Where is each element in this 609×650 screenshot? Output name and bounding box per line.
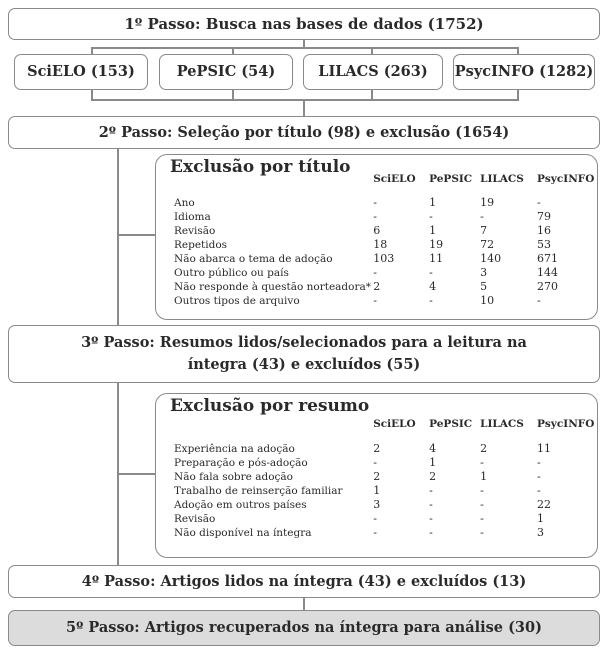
table-row bbox=[174, 280, 597, 294]
column-header: SciELO bbox=[373, 418, 416, 430]
source-box-pepsic bbox=[159, 54, 293, 90]
table-row bbox=[174, 238, 597, 252]
source-box-psycinfo bbox=[453, 54, 595, 90]
cell-value: 2 bbox=[429, 470, 437, 483]
table-header-row bbox=[174, 171, 597, 187]
row-label: Não fala sobre adoção bbox=[174, 471, 293, 483]
row-label: Repetidos bbox=[174, 239, 228, 251]
cell-value: 103 bbox=[373, 252, 395, 265]
cell-value: - bbox=[537, 456, 541, 469]
cell-value: 1 bbox=[373, 484, 381, 497]
source-box-lilacs bbox=[303, 54, 443, 90]
cell-value: 7 bbox=[480, 224, 488, 237]
table-row bbox=[174, 266, 597, 280]
abstract-exclusion-table bbox=[174, 416, 597, 540]
cell-value: - bbox=[537, 484, 541, 497]
cell-value: 19 bbox=[429, 238, 444, 251]
cell-value: 1 bbox=[429, 196, 437, 209]
title-exclusion-table bbox=[174, 171, 597, 308]
step-2-label: 2º Passo: Seleção por título (98) e exclusão (1654) bbox=[98, 124, 510, 141]
cell-value: 1 bbox=[429, 224, 437, 237]
column-header: PePSIC bbox=[429, 173, 473, 185]
cell-value: - bbox=[429, 210, 433, 223]
step-5-box bbox=[8, 610, 600, 646]
cell-value: - bbox=[480, 484, 484, 497]
cell-value: - bbox=[480, 526, 484, 539]
source-label: LILACS (263) bbox=[318, 63, 428, 80]
cell-value: 18 bbox=[373, 238, 388, 251]
cell-value: - bbox=[373, 196, 377, 209]
step-5-label: 5º Passo: Artigos recuperados na íntegra para análise (30) bbox=[66, 619, 542, 636]
row-label: Outro público ou país bbox=[174, 267, 289, 279]
row-label: Não responde à questão norteadora* bbox=[174, 281, 371, 293]
cell-value: - bbox=[429, 484, 433, 497]
cell-value: - bbox=[480, 210, 484, 223]
cell-value: 53 bbox=[537, 238, 551, 251]
row-label: Revisão bbox=[174, 225, 216, 237]
cell-value: - bbox=[373, 512, 377, 525]
column-header: LILACS bbox=[480, 418, 524, 430]
step-4-box bbox=[8, 565, 600, 598]
cell-value: 6 bbox=[373, 224, 381, 237]
cell-value: 79 bbox=[537, 210, 551, 223]
cell-value: 1 bbox=[480, 470, 488, 483]
cell-value: 2 bbox=[373, 470, 381, 483]
step-4-label: 4º Passo: Artigos lidos na íntegra (43) e excluídos (13) bbox=[81, 573, 527, 590]
cell-value: - bbox=[429, 512, 433, 525]
table-row bbox=[174, 442, 597, 456]
step-2-box bbox=[8, 116, 600, 149]
cell-value: - bbox=[429, 294, 433, 307]
cell-value: - bbox=[373, 294, 377, 307]
title-exclusion-heading: Exclusão por título bbox=[170, 157, 351, 177]
connector-line bbox=[117, 473, 155, 475]
cell-value: 72 bbox=[480, 238, 495, 251]
cell-value: - bbox=[373, 526, 377, 539]
cell-value: 2 bbox=[373, 442, 381, 455]
cell-value: 144 bbox=[537, 266, 558, 279]
cell-value: 3 bbox=[373, 498, 381, 511]
cell-value: - bbox=[537, 196, 541, 209]
cell-value: - bbox=[429, 498, 433, 511]
cell-value: 1 bbox=[429, 456, 437, 469]
step-3-label-line-2: íntegra (43) e excluídos (55) bbox=[187, 356, 421, 373]
cell-value: 11 bbox=[537, 442, 551, 455]
table-row bbox=[174, 294, 597, 308]
abstract-exclusion-heading: Exclusão por resumo bbox=[170, 396, 370, 416]
cell-value: 671 bbox=[537, 252, 558, 265]
row-label: Ano bbox=[174, 197, 195, 209]
step-1-label: 1º Passo: Busca nas bases de dados (1752) bbox=[124, 15, 484, 33]
cell-value: 2 bbox=[480, 442, 488, 455]
cell-value: 4 bbox=[429, 442, 437, 455]
table-row bbox=[174, 210, 597, 224]
cell-value: - bbox=[373, 210, 377, 223]
title-exclusion-panel bbox=[155, 154, 598, 320]
table-row bbox=[174, 484, 597, 498]
connector-line bbox=[91, 99, 519, 101]
column-header: PsycINFO bbox=[537, 173, 595, 185]
row-label: Adoção em outros países bbox=[174, 499, 307, 511]
cell-value: 10 bbox=[480, 294, 495, 307]
step-3-box bbox=[8, 325, 600, 383]
cell-value: 16 bbox=[537, 224, 551, 237]
cell-value: 1 bbox=[537, 512, 544, 525]
connector-line bbox=[117, 234, 155, 236]
cell-value: 19 bbox=[480, 196, 495, 209]
column-header: PsycINFO bbox=[537, 418, 595, 430]
cell-value: 11 bbox=[429, 252, 444, 265]
source-label: PePSIC (54) bbox=[176, 63, 276, 80]
row-label: Experiência na adoção bbox=[174, 443, 295, 455]
source-label: SciELO (153) bbox=[27, 63, 135, 80]
row-label: Idioma bbox=[174, 211, 211, 223]
table-row bbox=[174, 252, 597, 266]
source-box-scielo bbox=[14, 54, 148, 90]
cell-value: - bbox=[480, 512, 484, 525]
row-label: Não abarca o tema de adoção bbox=[174, 253, 333, 265]
cell-value: - bbox=[480, 456, 484, 469]
column-header: SciELO bbox=[373, 173, 416, 185]
cell-value: 3 bbox=[537, 526, 544, 539]
step-1-box bbox=[8, 8, 600, 40]
source-label: PsycINFO (1282) bbox=[454, 63, 594, 80]
row-label: Preparação e pós-adoção bbox=[174, 457, 308, 469]
cell-value: - bbox=[480, 498, 484, 511]
cell-value: - bbox=[429, 266, 433, 279]
cell-value: 4 bbox=[429, 280, 437, 293]
cell-value: - bbox=[537, 294, 541, 307]
connector-line bbox=[117, 148, 119, 326]
cell-value: - bbox=[537, 470, 541, 483]
row-label: Outros tipos de arquivo bbox=[174, 295, 300, 307]
table-row bbox=[174, 498, 597, 512]
table-row bbox=[174, 512, 597, 526]
table-header-row bbox=[174, 416, 597, 432]
cell-value: 22 bbox=[537, 498, 551, 511]
table-row bbox=[174, 196, 597, 210]
cell-value: 140 bbox=[480, 252, 502, 265]
connector-line bbox=[91, 47, 518, 49]
cell-value: 5 bbox=[480, 280, 488, 293]
row-label: Não disponível na íntegra bbox=[174, 527, 312, 539]
row-label: Trabalho de reinserção familiar bbox=[174, 485, 343, 497]
row-label: Revisão bbox=[174, 513, 216, 525]
cell-value: - bbox=[429, 526, 433, 539]
cell-value: 270 bbox=[537, 280, 558, 293]
cell-value: 3 bbox=[480, 266, 488, 279]
table-row bbox=[174, 470, 597, 484]
connector-line bbox=[303, 100, 305, 117]
table-row bbox=[174, 526, 597, 540]
column-header: PePSIC bbox=[429, 418, 473, 430]
abstract-exclusion-panel bbox=[155, 393, 598, 558]
cell-value: - bbox=[373, 456, 377, 469]
cell-value: 2 bbox=[373, 280, 381, 293]
table-row bbox=[174, 456, 597, 470]
column-header: LILACS bbox=[480, 173, 524, 185]
table-row bbox=[174, 224, 597, 238]
cell-value: - bbox=[373, 266, 377, 279]
step-3-label-line-1: 3º Passo: Resumos lidos/selecionados para a leitura na bbox=[81, 334, 527, 351]
